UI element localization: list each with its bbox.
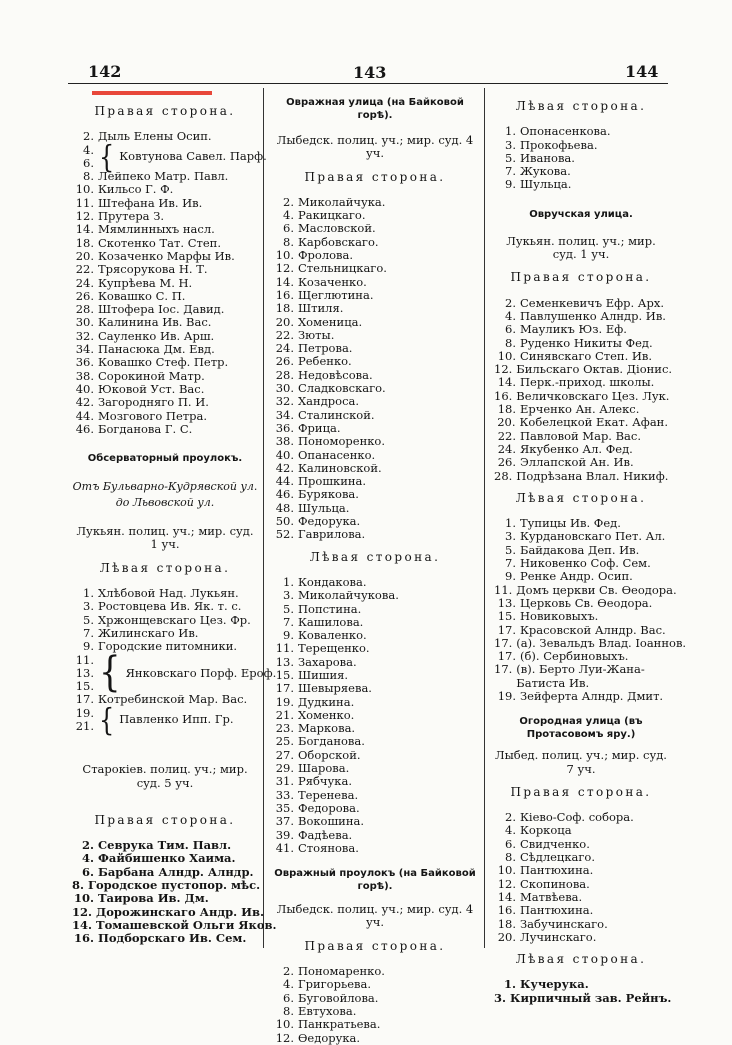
list-item: 12. Бильскаго Октав. Діонис. xyxy=(494,362,673,377)
list-item: 35. Федорова. xyxy=(275,800,360,815)
street-title: Овражная улица (на Байковой горѣ). xyxy=(286,97,464,121)
list-item: 26. Ковашко С. П. xyxy=(75,288,186,303)
list-item: 7. Кашилова. xyxy=(283,614,364,629)
list-item: 24. Петрова. xyxy=(275,341,353,356)
list-item: 36. Фрица. xyxy=(275,420,341,435)
list-item: 3. Кирпичный зав. Рейнъ. xyxy=(494,990,672,1005)
section-heading: Правая сторона. xyxy=(94,812,236,827)
list-item: 18. Штиля. xyxy=(275,301,344,316)
list-item: 20. Хоменица. xyxy=(275,314,363,329)
list-item: 1. Опонасенкова. xyxy=(505,124,611,139)
list-item-brace: 4. 6. { Ковтунова Савел. Парф. xyxy=(83,138,267,176)
list-item: 6. Мауликъ Юз. Еф. xyxy=(505,322,627,337)
house-list xyxy=(494,516,687,703)
list-item: 34. Сталинской. xyxy=(275,407,375,422)
police-district: Лыбедск. полиц. уч.; мир. суд. 4 уч. xyxy=(276,133,474,161)
list-item: 46. Бурякова. xyxy=(275,487,359,502)
list-item: 9. Городские питомники. xyxy=(83,639,238,654)
list-item: 4. Коркоца xyxy=(505,823,572,838)
list-item: 38. Сорокиной Матр. xyxy=(75,368,205,383)
list-item: 16. Величковскаго Цез. Лук. xyxy=(494,388,670,403)
list-item: 48. Шульца. xyxy=(275,500,350,515)
list-item: 10. Кильсо Г. Ф. xyxy=(75,182,174,197)
list-item: 22. Зюты. xyxy=(275,327,335,342)
list-item: 8. Евтухова. xyxy=(283,1003,357,1018)
list-item: 17. Красовской Алндр. Вас. xyxy=(497,622,666,637)
list-item: 5. Байдакова Деп. Ив. xyxy=(505,542,640,557)
list-item: 20. Кобелецкой Екат. Афан. xyxy=(497,415,668,430)
street-title: Огородная улица (въ Протасовомъ яру.) xyxy=(519,716,643,741)
street-title: Овражный проулокъ (на Байковой горѣ). xyxy=(274,868,476,893)
police-district: Лукьян. полиц. уч.; мир. суд. 1 уч. xyxy=(506,233,656,262)
list-item: 5. Попстина. xyxy=(283,601,362,616)
list-item: 32. Сауленко Ив. Арш. xyxy=(75,328,215,343)
list-item: 8. Лейпеко Матр. Павл. xyxy=(83,169,229,184)
house-list xyxy=(72,129,267,436)
list-item: 20. Козаченко Марфы Ив. xyxy=(75,248,235,263)
list-item: 17. Котребинской Мар. Вас. xyxy=(75,692,248,707)
list-item: 2. Пономаренко. xyxy=(283,964,385,979)
list-item: 18. Забучинскаго. xyxy=(497,916,608,931)
list-item: 14. Матвѣева. xyxy=(497,889,583,904)
list-item: 10. Таирова Ив. Дм. xyxy=(73,891,209,906)
section-heading: Лѣвая сторона. xyxy=(99,560,231,575)
list-item: 42. Загородняго П. И. xyxy=(75,395,209,410)
column-divider xyxy=(484,88,485,948)
section-heading: Правая сторона. xyxy=(304,938,446,953)
list-item: 18. Скотенко Тат. Степ. xyxy=(75,235,221,250)
section-heading: Правая сторона. xyxy=(304,169,446,184)
list-item: 6. Масловской. xyxy=(283,221,376,236)
list-item: 8. Сѣдлецкаго. xyxy=(505,850,595,865)
list-item: 7. Жилинскаго Ив. xyxy=(83,625,199,640)
list-item: 12. Ѳедорука. xyxy=(275,1030,361,1045)
list-item: 33. Теренева. xyxy=(275,787,359,802)
page-number-center: 143 xyxy=(353,63,387,82)
list-item: 5. Хржонщевскаго Цез. Фр. xyxy=(83,612,251,627)
list-item: 44. Мозгового Петра. xyxy=(75,408,207,423)
list-item: 39. Фадѣева. xyxy=(275,827,353,842)
list-item: 4. Григорьева. xyxy=(283,977,372,992)
house-list xyxy=(494,125,668,191)
street-note: Отъ Бульварно-Кудрявской ул. до Львовской ул. xyxy=(72,480,258,510)
section-heading: Правая сторона. xyxy=(510,784,652,799)
house-list xyxy=(494,977,672,1005)
list-item: 26. Эллапской Ан. Ив. xyxy=(497,455,634,470)
list-item: 13. Церковь Св. Ѳеодора. xyxy=(497,595,653,610)
column-page-142 xyxy=(72,96,277,946)
list-item: 9. Шульца. xyxy=(505,177,572,192)
list-item: 1. Кучерука. xyxy=(503,977,589,992)
list-item: 4. Павлушенко Алндр. Ив. xyxy=(505,308,666,323)
street-title: Обсерваторный проулокъ. xyxy=(87,453,243,465)
list-item: 28. Штофера Іос. Давид. xyxy=(75,302,225,317)
list-item: 36. Ковашко Стеф. Петр. xyxy=(75,355,229,370)
list-item: 16. Пантюхина. xyxy=(497,903,594,918)
list-item: 1. Хлѣбовой Над. Лукьян. xyxy=(83,586,239,601)
house-list xyxy=(272,196,478,542)
list-item: 22. Трясорукова Н. Т. xyxy=(75,262,208,277)
list-item: 15. Шишия. xyxy=(275,667,349,682)
list-item: 7. Никовенко Соф. Сем. xyxy=(505,556,651,571)
list-item: 7. Жукова. xyxy=(505,164,571,179)
list-item: 24. Якубенко Ал. Фед. xyxy=(497,441,633,456)
list-item: 2. Дыль Елены Осип. xyxy=(83,129,212,144)
brace-glyph: { xyxy=(99,701,115,739)
list-item: 12. Стельницкаго. xyxy=(275,261,387,276)
brace-glyph: { xyxy=(99,649,121,698)
list-item: 38. Пономоренко. xyxy=(275,434,386,449)
page-number-left: 142 xyxy=(88,62,122,81)
list-item: 14. Мямлинныхъ насл. xyxy=(75,222,215,237)
brace-glyph: { xyxy=(99,138,115,176)
list-item: 6. Свидченко. xyxy=(505,836,590,851)
house-list xyxy=(272,965,478,1045)
list-item-brace: 19. 21. { Павленко Ипп. Гр. xyxy=(75,701,234,739)
list-item: 9. Коваленко. xyxy=(283,628,367,643)
list-item: 11. Штефана Ив. Ив. xyxy=(75,195,203,210)
list-item: 2. Севрука Тим. Павл. xyxy=(81,838,232,853)
list-item: 52. Гаврилова. xyxy=(275,527,366,542)
section-heading: Правая сторона. xyxy=(510,270,652,285)
list-item: 3. Курдановскаго Пет. Ал. xyxy=(505,529,666,544)
list-item: 15. Новиковыхъ. xyxy=(497,609,599,624)
list-item: 14. Томашевской Ольги Яков. xyxy=(72,917,277,932)
house-list xyxy=(272,576,478,855)
list-item: 19. Дудкина. xyxy=(275,694,355,709)
list-item: 5. Иванова. xyxy=(505,150,575,165)
house-list xyxy=(494,295,673,483)
list-item: 10. Синявскаго Степ. Ив. xyxy=(497,348,653,363)
list-item: 34. Панасюка Дм. Евд. xyxy=(75,342,215,357)
list-item-brace: 11. 13. 15. { Янковскаго Порф. Ероф. xyxy=(75,649,277,698)
list-item: 40. Юковой Уст. Вас. xyxy=(75,381,205,396)
list-item: 12. Дорожинскаго Андр. Ив. xyxy=(72,904,265,919)
list-item: 40. Опанасенко. xyxy=(275,447,376,462)
section-heading: Лѣвая сторона. xyxy=(515,952,647,967)
list-item: 3. Миколайчукова. xyxy=(283,588,399,603)
list-item: 29. Шарова. xyxy=(275,761,350,776)
list-item: 27. Оборской. xyxy=(275,747,361,762)
house-list xyxy=(494,811,668,944)
section-heading: Лѣвая сторона. xyxy=(515,490,647,505)
list-item: 30. Калинина Ив. Вас. xyxy=(75,315,212,330)
list-item: 11. Домъ церкви Св. Ѳеодора. xyxy=(494,582,677,597)
list-item: 14. Козаченко. xyxy=(275,274,367,289)
list-item: 11. Терещенко. xyxy=(275,641,370,656)
police-district: Старокiев. полиц. уч.; мир. суд. 5 уч. xyxy=(82,762,248,790)
list-item: 21. Хоменко. xyxy=(275,707,355,722)
list-item: 26. Ребенко. xyxy=(275,354,352,369)
list-item: 16. Подборскаго Ив. Сем. xyxy=(73,931,247,946)
list-item: 12. Прутера З. xyxy=(75,209,165,224)
house-list xyxy=(72,586,277,739)
list-item: 3. Прокофьева. xyxy=(505,137,598,152)
list-item: 14. Перк.-приход. школы. xyxy=(497,375,655,390)
column-page-143 xyxy=(272,96,478,1045)
list-item: 23. Маркова. xyxy=(275,721,356,736)
street-title: Овручская улица. xyxy=(529,208,633,220)
list-item: 28. Подрѣзана Влал. Никиф. xyxy=(494,468,669,483)
list-item: 9. Ренке Андр. Осип. xyxy=(505,569,633,584)
list-item: 8. Городское пустопор. мѣс. xyxy=(72,878,261,893)
police-district: Лыбедск. полиц. уч.; мир. суд. 4 уч. xyxy=(276,902,474,930)
list-item: 42. Калиновской. xyxy=(275,460,382,475)
list-item: 30. Сладковскаго. xyxy=(275,381,386,396)
list-item: 17. (б). Сербиновыхъ. xyxy=(497,649,629,664)
list-item: 28. Недовѣсова. xyxy=(275,367,373,382)
list-item: 10. Пантюхина. xyxy=(497,863,594,878)
list-item: 24. Купрѣева М. Н. xyxy=(75,275,193,290)
list-item: 10. Фролова. xyxy=(275,248,354,263)
list-item: 37. Вокошина. xyxy=(275,814,365,829)
list-item: 44. Прошкина. xyxy=(275,474,367,489)
red-annotation-mark xyxy=(92,91,212,95)
column-page-144 xyxy=(494,96,687,1005)
list-item: 46. Богданова Г. С. xyxy=(75,421,193,436)
section-heading: Лѣвая сторона. xyxy=(515,99,647,113)
page-number-right: 144 xyxy=(625,62,659,81)
list-item: 2. Кіево-Соф. собора. xyxy=(505,810,634,825)
list-item: 1. Тупицы Ив. Фед. xyxy=(505,516,621,531)
list-item: 32. Хандроса. xyxy=(275,394,360,409)
list-item: 19. Зейферта Алндр. Дмит. xyxy=(497,688,664,703)
list-item: 17. (а). Зевальдъ Влад. Іоаннов. xyxy=(494,635,687,650)
list-item: 4. Файбишенко Хаима. xyxy=(81,851,236,866)
list-item: 25. Богданова. xyxy=(275,734,365,749)
section-heading: Лѣвая сторона. xyxy=(309,549,441,564)
list-item: 12. Скопинова. xyxy=(497,876,590,891)
list-item: 18. Ерченко Ан. Алекс. xyxy=(497,402,640,417)
list-item: 6. Барбана Алндр. Алндр. xyxy=(81,864,254,879)
list-item: 13. Захарова. xyxy=(275,654,357,669)
list-item: 41. Стоянова. xyxy=(275,840,359,855)
house-list xyxy=(72,838,277,946)
list-item: 8. Карбовскаго. xyxy=(283,234,379,249)
list-item: 2. Миколайчука. xyxy=(283,194,386,209)
list-item: 17. (в). Берто Луи-Жана-Батиста Ив. xyxy=(494,662,645,690)
list-item: 10. Панкратьева. xyxy=(275,1017,381,1032)
list-item: 22. Павловой Мар. Вас. xyxy=(497,428,642,443)
list-item: 50. Федорука. xyxy=(275,514,361,529)
police-district: Лыбед. полиц. уч.; мир. суд. 7 уч. xyxy=(495,748,667,776)
list-item: 4. Ракицкаго. xyxy=(283,208,366,223)
section-heading: Правая сторона. xyxy=(94,104,236,118)
list-item: 17. Шевыряева. xyxy=(275,681,372,696)
list-item: 31. Рябчука. xyxy=(275,774,352,789)
list-item: 2. Семенкевичъ Ефр. Арх. xyxy=(505,295,665,310)
list-item: 16. Щеглютина. xyxy=(275,287,374,302)
header-rule xyxy=(68,83,668,84)
list-item: 1. Кондакова. xyxy=(283,574,367,589)
list-item: 20. Лучинскаго. xyxy=(497,929,597,944)
police-district: Лукьян. полиц. уч.; мир. суд. 1 уч. xyxy=(76,524,254,552)
column-divider xyxy=(263,88,264,948)
list-item: 3. Ростовцева Ив. Як. т. с. xyxy=(83,599,242,614)
list-item: 8. Руденко Никиты Фед. xyxy=(505,335,653,350)
list-item: 6. Буговойлова. xyxy=(283,990,379,1005)
